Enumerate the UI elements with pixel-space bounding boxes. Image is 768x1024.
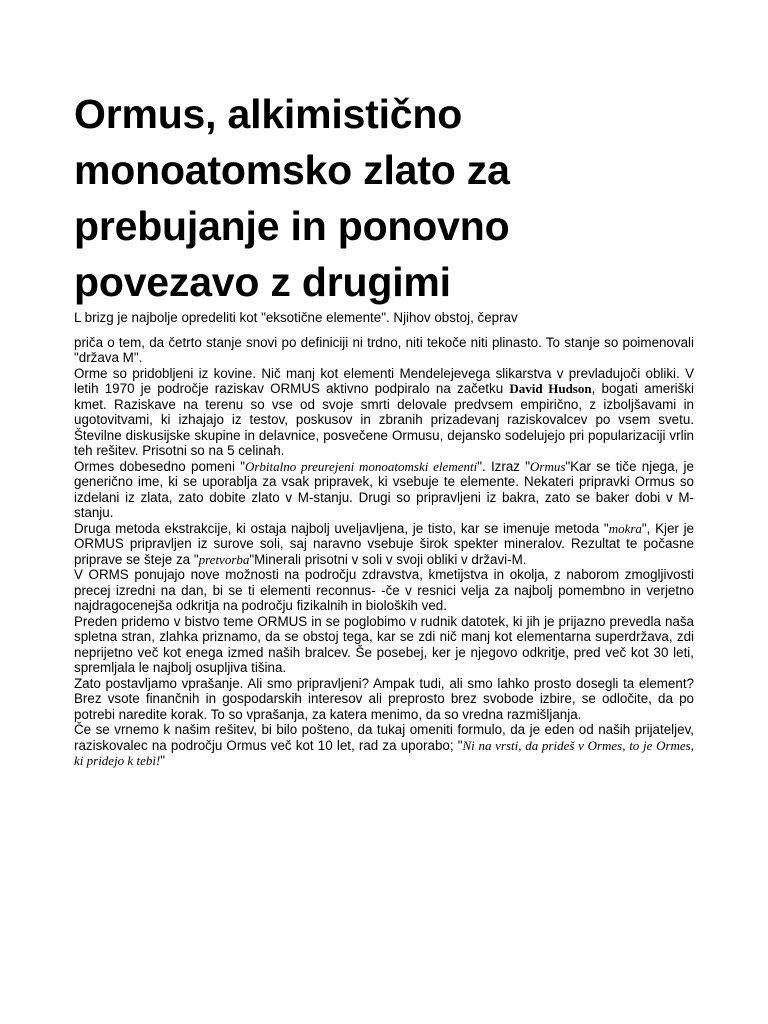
term-mokra: mokra	[608, 520, 642, 536]
paragraph-7: Preden pridemo v bistvo teme ORMUS in se poglobimo v rudnik datotek, ki jih je prijazno prevedla naša spletna stran, zlahka priznamo, da se obstoj tega, kar se zdi nič manj kot elementarna superdržava, zdi neprijetno več kot enega izmed naših bralcev. Še posebej, ker je njegovo odkritje, pred več kot 30 leti, spremljala le najbolj osupljiva tišina.	[74, 613, 694, 675]
page-title: Ormus, alkimistično monoatomsko zlato za prebujanje in ponovno povezavo z drugimi	[74, 91, 510, 305]
person-name: David Hudson	[509, 381, 592, 396]
term-orbital: Orbitalno preurejeni monoatomski elementi	[244, 458, 478, 474]
paragraph-8: Zato postavljamo vprašanje. Ali smo pripravljeni? Ampak tudi, ali smo lahko prosto dosegli ta element? Brez vsote finančnih in gospodarskih interesov ali preprosto brez svobode izbire, se odločite, da po potrebi naredite korak. To so vprašanja, za katera menimo, da so vredna razmišljanja.	[74, 675, 694, 722]
paragraph-4-text-a: Ormes dobesedno pomeni "	[74, 458, 245, 474]
paragraph-9	[74, 722, 694, 769]
paragraph-1: L brizg je najbolje opredeliti kot "eksotične elemente". Njihov obstoj, čeprav	[74, 310, 518, 325]
paragraph-5-text-c: "Minerali prisotni v soli v svoji obliki v državi-M.	[249, 551, 527, 567]
paragraph-4-text-b: ". Izraz "	[477, 458, 530, 474]
quote-text: Ni na vrsti, da prideš v Ormes, to je Ormes, ki pridejo k tebi!	[74, 737, 694, 768]
paragraph-9-text-b: "	[160, 753, 166, 768]
paragraph-3-text-b: , bogati ameriški kmet. Raziskave na terenu so vse od svoje smrti delovale predvsem empirično, z izboljšavami in ugotovitvami, ki izhajajo iz testov, poskusov in zbranih prizadevanj raziskovalcev po vsem svetu. Številne diskusijske skupine in delavnice, posvečene Ormusu, dejansko sodelujejo pri popularizaciji vrlin teh rešitev. Prisotni so na 5 celinah.	[74, 381, 694, 458]
paragraph-4	[74, 459, 694, 521]
paragraph-6: V ORMS ponujajo nove možnosti na področju zdravstva, kmetijstva in okolja, z naborom zmogljivosti precej izredni na dan, bi se ti elementi reconnus- -če v resnici velja za najbolj pomembno in verjetno najdragocenejša odkritja na področju fizikalnih in bioloških ved.	[74, 567, 694, 613]
paragraph-9-text-a: Če se vrnemo k našim rešitev, bi bilo pošteno, da tukaj omeniti formulo, da je eden od naših prijateljev, raziskovalec na področju Ormus več kot 10 let, rad za uporabo; "	[74, 722, 694, 753]
paragraph-5-text-a: Druga metoda ekstrakcije, ki ostaja najbolj uveljavljena, je tisto, kar se imenuje metoda "	[74, 520, 609, 536]
paragraph-2: priča o tem, da četrto stanje snovi po definiciji ni trdno, niti tekoče niti plinasto. To stanje so poimenovali "država M".	[74, 334, 694, 365]
paragraph-4-text-c: "Kar se tiče njega, je generično ime, ki se uporablja za vsak pripravek, ki vsebuje te elemente. Nekateri pripravki Ormus so izdelani iz zlata, zato dobite zlato v M-stanju. Drugi so pripravljeni iz bakra, zato se baker dobi v M-stanju.	[74, 458, 694, 520]
article-body	[74, 310, 694, 769]
term-ormus: Ormus	[530, 458, 566, 474]
paragraph-3	[74, 366, 694, 459]
term-pretvorba: pretvorba	[198, 551, 250, 567]
paragraph-3-text-a: Orme so pridobljeni iz kovine. Nič manj kot elementi Mendelejevega slikarstva v prevladujoči obliki. V letih 1970 je področje raziskav ORMUS aktivno podpiralo na začetku	[74, 365, 694, 396]
paragraph-5-text-b: ", Kjer je ORMUS pripravljen iz surove soli, saj naravno vsebuje širok spekter mineralov. Rezultat te počasne priprave se šteje za "	[74, 520, 694, 567]
document-page	[74, 86, 694, 769]
paragraph-5	[74, 521, 694, 568]
